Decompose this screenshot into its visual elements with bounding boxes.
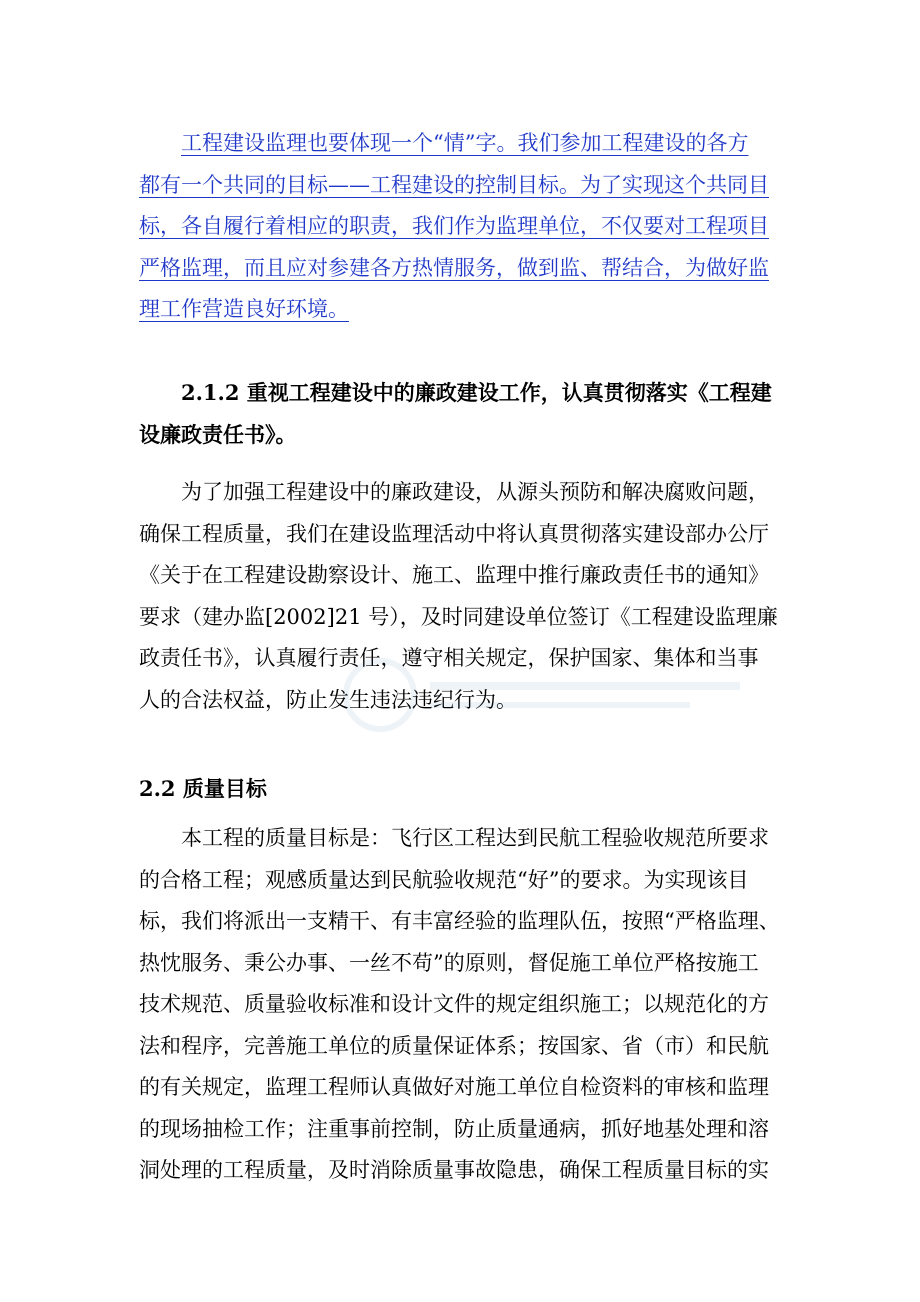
text-line: 的有关规定，监理工程师认真做好对施工单位自检资料的审核和监理 bbox=[139, 1075, 769, 1099]
paragraph-integrity bbox=[139, 472, 784, 721]
text-line: 洞处理的工程质量，及时消除质量事故隐患，确保工程质量目标的实 bbox=[139, 1158, 769, 1182]
heading-line: 2.1.2 重视工程建设中的廉政建设工作，认真贯彻落实《工程建 bbox=[181, 380, 772, 405]
text-line: 确保工程质量，我们在建设监理活动中将认真贯彻落实建设部办公厅 bbox=[139, 521, 769, 546]
text-line: 《关于在工程建设勘察设计、施工、监理中推行廉政责任书的通知》 bbox=[139, 563, 769, 587]
section-heading-2-1-2 bbox=[139, 372, 784, 455]
link-text-line[interactable]: 理工作营造良好环境。 bbox=[139, 297, 349, 321]
link-text-line[interactable]: 严格监理，而且应对参建各方热情服务，做到监、帮结合，为做好监 bbox=[139, 255, 769, 280]
heading-line: 设廉政责任书》。 bbox=[139, 421, 297, 447]
text-line: 为了加强工程建设中的廉政建设，从源头预防和解决腐败问题， bbox=[181, 480, 769, 504]
text-line: 法和程序，完善施工单位的质量保证体系；按国家、省（市）和民航 bbox=[139, 1033, 769, 1058]
paragraph-emotion[interactable] bbox=[139, 123, 784, 331]
text-line: 人的合法权益，防止发生违法违纪行为。 bbox=[139, 687, 517, 712]
text-line: 本工程的质量目标是：飞行区工程达到民航工程验收规范所要求 bbox=[181, 826, 769, 850]
link-text-line[interactable]: 标，各自履行着相应的职责，我们作为监理单位，不仅要对工程项目 bbox=[139, 214, 769, 238]
heading-line: 2.2 质量目标 bbox=[139, 776, 267, 801]
text-line: 标，我们将派出一支精干、有丰富经验的监理队伍，按照“严格监理、 bbox=[139, 909, 780, 933]
paragraph-quality-target bbox=[139, 818, 784, 1192]
link-text-line[interactable]: 工程建设监理也要体现一个“情”字。我们参加工程建设的各方 bbox=[181, 131, 749, 155]
section-heading-2-2 bbox=[139, 768, 784, 810]
text-line: 技术规范、质量验收标准和设计文件的规定组织施工；以规范化的方 bbox=[139, 992, 769, 1016]
link-text-line[interactable]: 都有一个共同的目标——工程建设的控制目标。为了实现这个共同目 bbox=[139, 172, 769, 197]
text-line: 的现场抽检工作；注重事前控制，防止质量通病，抓好地基处理和溶 bbox=[139, 1116, 769, 1141]
text-line: 的合格工程；观感质量达到民航验收规范“好”的要求。为实现该目 bbox=[139, 867, 749, 892]
text-line: 政责任书》，认真履行责任，遵守相关规定，保护国家、集体和当事 bbox=[139, 646, 759, 670]
text-line: 热忱服务、秉公办事、一丝不苟”的原则，督促施工单位严格按施工 bbox=[139, 950, 759, 975]
text-line: 要求（建办监[2002]21 号），及时同建设单位签订《工程建设监理廉 bbox=[139, 604, 778, 629]
